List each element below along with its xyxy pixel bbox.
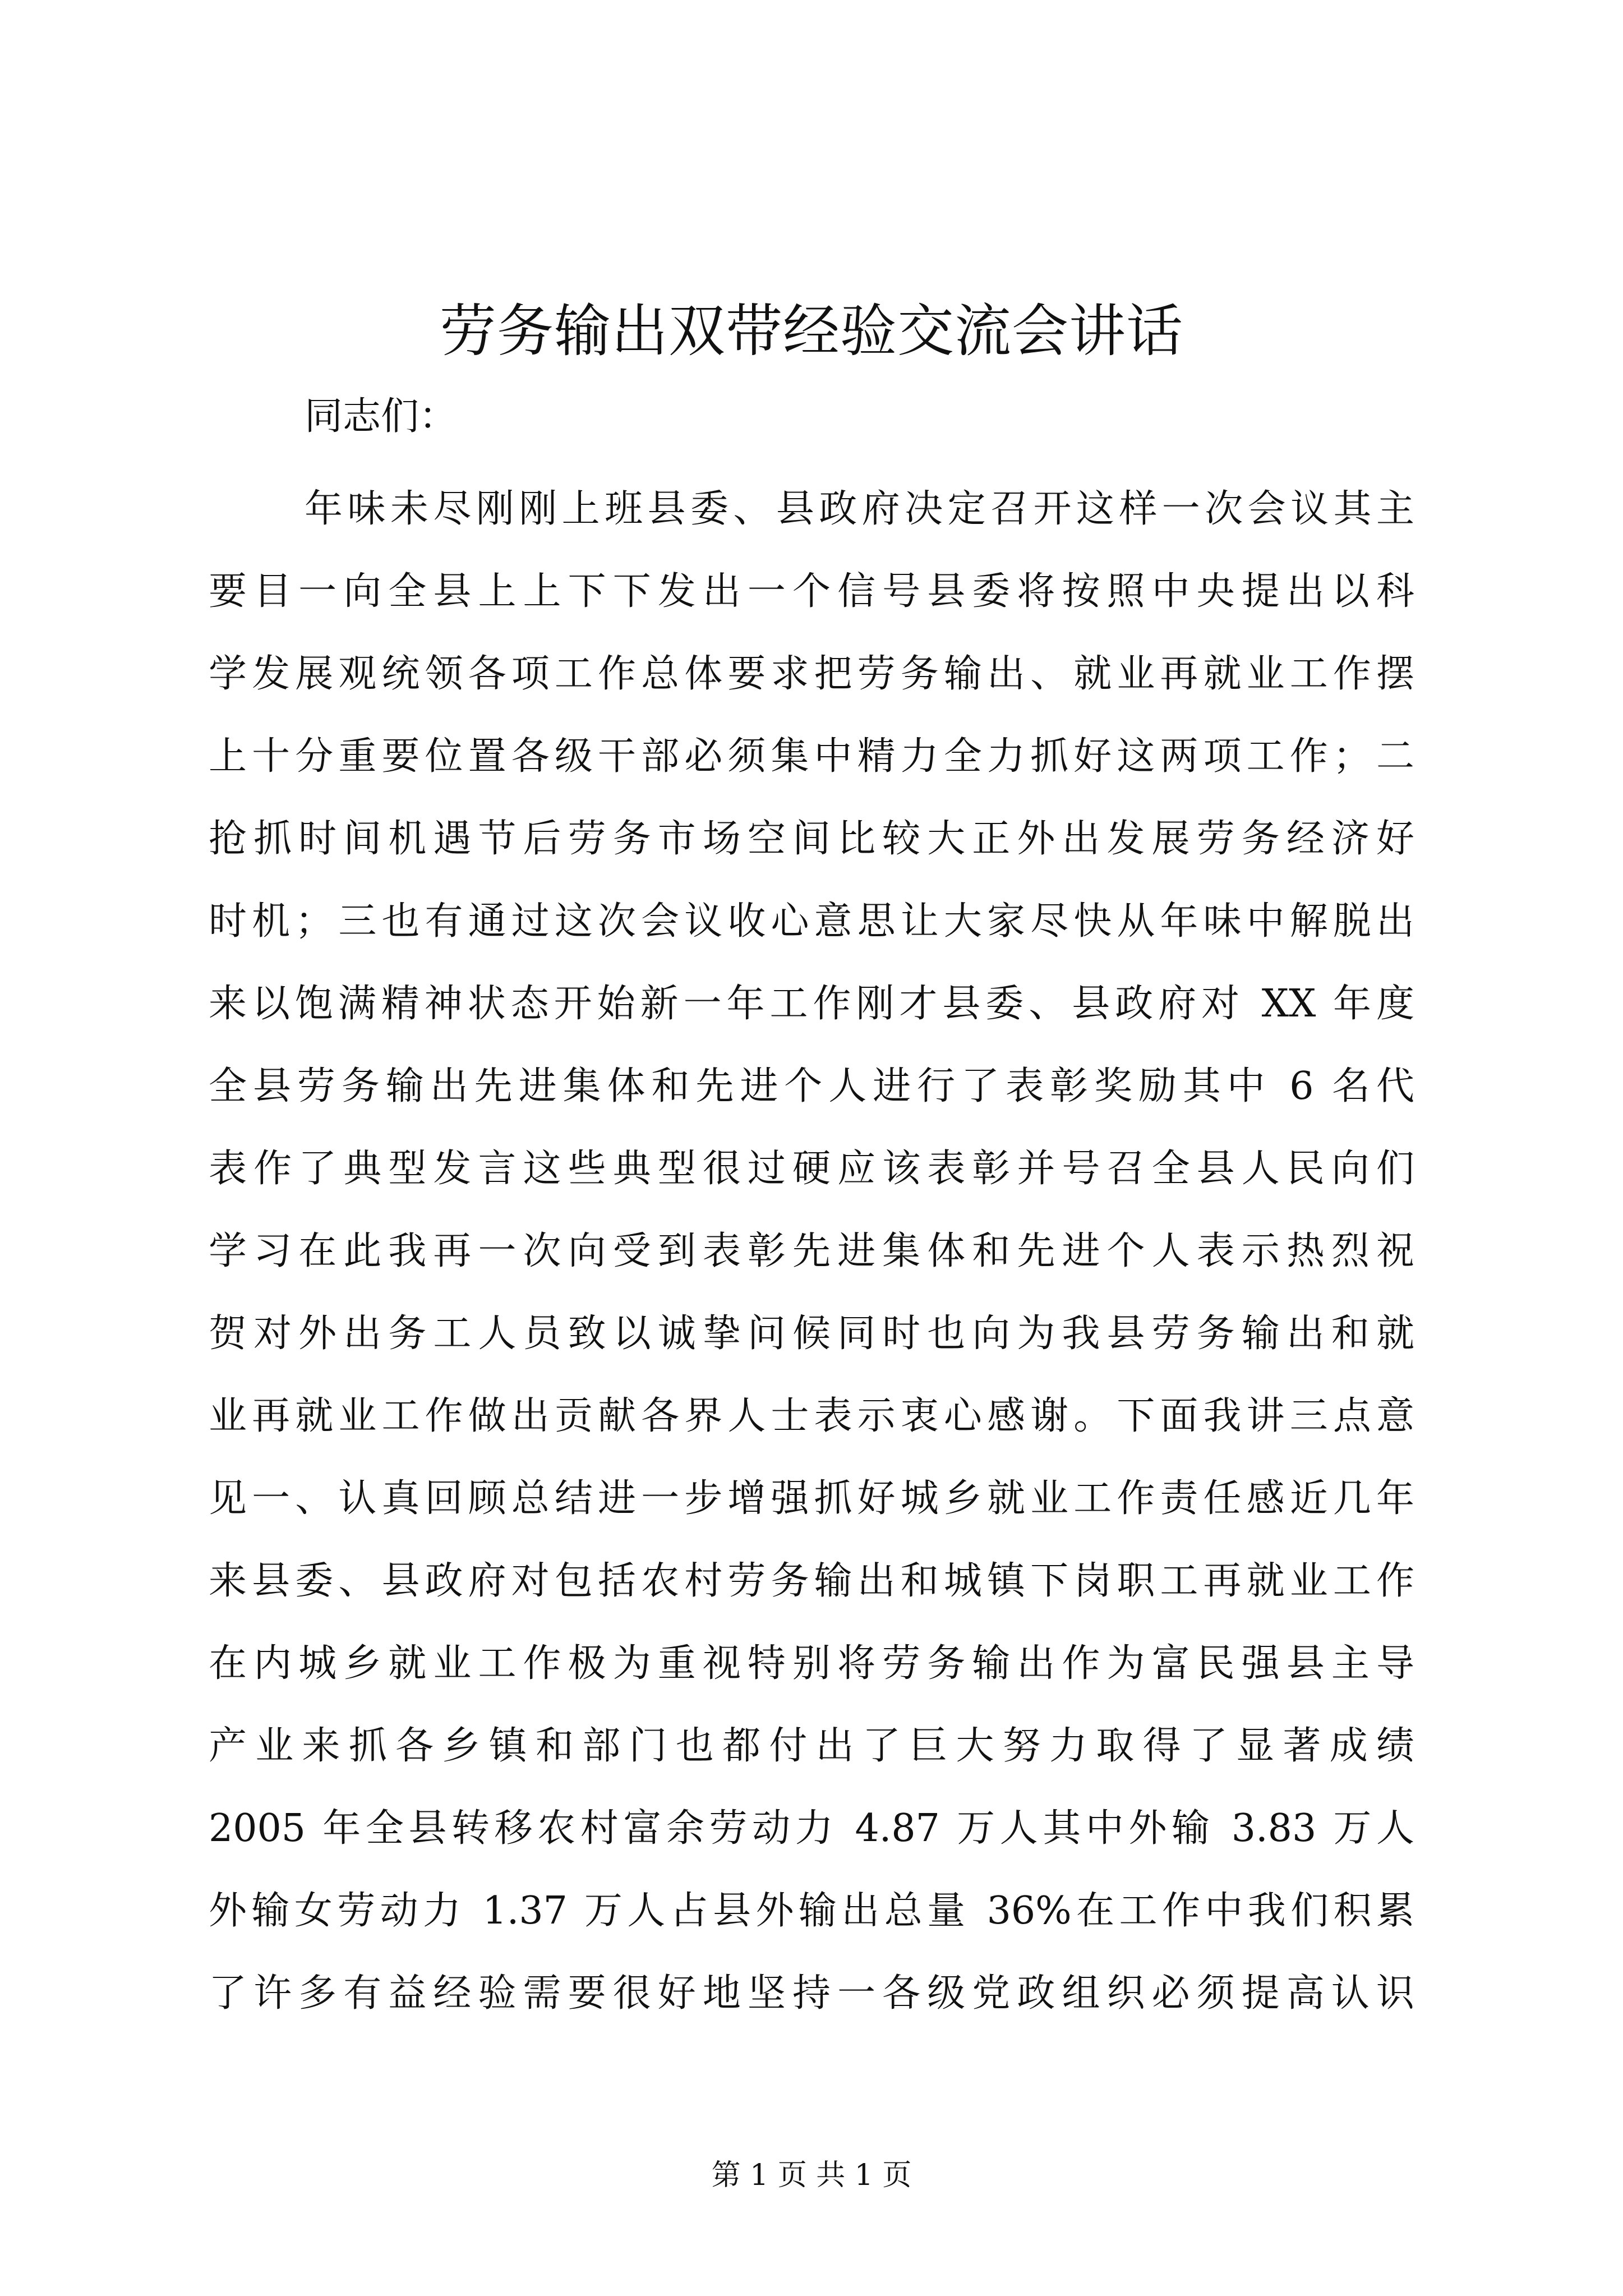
text-line: 产业来抓各乡镇和部门也都付出了巨大努力取得了显著成绩 [209, 1724, 1414, 1768]
salutation: 同志们： [305, 394, 458, 439]
text-line: 业再就业工作做出贡献各界人士表示衷心感谢。下面我讲三点意 [209, 1394, 1414, 1438]
text-line: 上十分重要位置各级干部必须集中精力全力抓好这两项工作；二 [209, 734, 1414, 779]
text-line: 要目一向全县上上下下发出一个信号县委将按照中央提出以科 [209, 569, 1414, 614]
text-line: 全县劳务输出先进集体和先进个人进行了表彰奖励其中 6 名代 [209, 1064, 1414, 1108]
text-line: 2005 年全县转移农村富余劳动力 4.87 万人其中外输 3.83 万人 [209, 1806, 1414, 1851]
document-title: 劳务输出双带经验交流会讲话 [439, 298, 1183, 364]
text-line: 来以饱满精神状态开始新一年工作刚才县委、县政府对 XX 年度 [209, 982, 1414, 1026]
text-line: 学发展观统领各项工作总体要求把劳务输出、就业再就业工作摆 [209, 652, 1414, 696]
text-line: 表作了典型发言这些典型很过硬应该表彰并号召全县人民向们 [209, 1147, 1414, 1191]
text-line: 了许多有益经验需要很好地坚持一各级党政组织必须提高认识 [209, 1971, 1414, 2016]
text-line: 年味未尽刚刚上班县委、县政府决定召开这样一次会议其主 [305, 487, 1414, 531]
text-line: 见一、认真回顾总结进一步增强抓好城乡就业工作责任感近几年 [209, 1476, 1414, 1521]
text-line: 来县委、县政府对包括农村劳务输出和城镇下岗职工再就业工作 [209, 1559, 1414, 1603]
text-line: 在内城乡就业工作极为重视特别将劳务输出作为富民强县主导 [209, 1641, 1414, 1686]
page-footer: 第 1 页 共 1 页 [711, 2159, 912, 2192]
text-line: 贺对外出务工人员致以诚挚问候同时也向为我县劳务输出和就 [209, 1312, 1414, 1356]
text-line: 外输女劳动力 1.37 万人占县外输出总量 36%在工作中我们积累 [209, 1889, 1414, 1933]
text-line: 学习在此我再一次向受到表彰先进集体和先进个人表示热烈祝 [209, 1229, 1414, 1273]
text-line: 时机；三也有通过这次会议收心意思让大家尽快从年味中解脱出 [209, 899, 1414, 944]
text-line: 抢抓时间机遇节后劳务市场空间比较大正外出发展劳务经济好 [209, 817, 1414, 861]
